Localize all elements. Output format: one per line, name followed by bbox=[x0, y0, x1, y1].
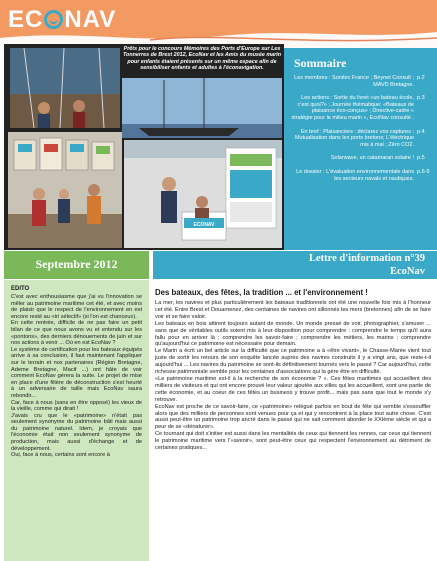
edito-paragraph: J'avais cru que le «patrimoine» n'était pas seulement synonyme du patrimoine bâti mais aussi du patrimoine naturel. Idem, je croyais que l'économie était non seulement synonyme de production, mais aussi d'échange et de développement. bbox=[11, 412, 142, 452]
newsletter-title-band bbox=[153, 251, 437, 279]
logo-wave-icon bbox=[44, 10, 63, 29]
toc-item[interactable]: Les membres : Sonitec France ; Beynet Consult ; MAVD Bretagne. p.2 bbox=[294, 75, 425, 88]
logo-text-end: NAV bbox=[64, 6, 117, 33]
edito-paragraph: En cette rentrée, difficile de ne pas faire un petit bilan de ce que nous avons vu et entendu sur les «pontons», des derniers dénouements de juin et sur nos actions à venir ... Où en est EcoNav ? bbox=[11, 320, 142, 347]
article-paragraph: «Le patrimoine maritime est-il à la recherche de son économie ? ». Ces fêtes maritimes qui accueillent des milliers de visiteurs et qui ont encore prouvé leur valeur ajoutée aux villes qui les accueillent, sont une partie de cette économie, et au coeur de ces fêtes un business y trouve profit... mais pas sans que tout le monde s'y retrouve. bbox=[155, 375, 431, 403]
article-title: Des bateaux, des fêtes, la tradition ... et l'environnement ! bbox=[155, 288, 368, 297]
toc-item[interactable]: Les actions : Sortie du livret «un bateau école, c'est quoi?» ; Journée thématique: «Bateaux de plaisance éco-conçus» ; Directive-cadre « stratégie pour le milieu marin », EcoNav consulté . p.3 bbox=[291, 95, 425, 121]
edito-column bbox=[4, 280, 149, 561]
photo-caption: Prêts pour le concours Mémoires des Ports d'Europe sur Les Tonnerres de Brest 2012, EcoNav et les Amis du musée marin pour enfants étaient présents sur un même espace afin de sensibiliser enfants et adultes à l'éconavigation. bbox=[122, 46, 282, 72]
issue-date: Septembre 2012 bbox=[35, 257, 118, 271]
article-paragraph: La mer, les navires et plus particulièrement les bateaux traditionnels ont été une nouvelle fois mis à l'honneur cet été. Entre Brest et Douarnenez, des centaines de navires ont sillonnés les mers (bretonnes) afin de se faire voir et se faire valoir. bbox=[155, 300, 431, 320]
logo-text-start: EC bbox=[8, 6, 44, 33]
newsletter-number: Lettre d'information n°39 bbox=[309, 253, 425, 264]
edito-paragraph: C'est avec enthousiasme que j'ai vu l'innovation se mêler au patrimoine maritime cet été, et avec moins de plaisir que le respect de l'environnement en est encore resté au «tri sélectif» (si l'on est chanceux). bbox=[11, 294, 142, 320]
main-article bbox=[155, 288, 431, 561]
article-paragraph: Ce tournant qui doit s'initier est aussi dans les mentalités de ceux qui tiennent les rennes, car ceux qui tiennent le patrimoine maritime vers l'«avenir», sont peut-être ceux qui respectent l'environnement au détriment de certaines pratiques... bbox=[155, 431, 431, 452]
toc-item[interactable]: Le dossier : L'évaluation environnementale dans les secteurs navals et nautiques. p.6-9 bbox=[296, 168, 430, 182]
table-of-contents bbox=[284, 48, 437, 250]
edito-paragraph: Car, face à nous (sans en être opposé) les vieux de la vieille, comme qui dirait ! bbox=[11, 399, 142, 413]
edito-title: EDITO bbox=[11, 286, 30, 292]
booth-banner-text: ECONAV bbox=[193, 222, 215, 228]
toc-item[interactable]: Solarwave, un catamaran solaire ! p.5 bbox=[330, 155, 425, 162]
photo-collage bbox=[4, 44, 284, 250]
toc-item[interactable]: En bref : Plaisanciers : déclarez vos captures ; Mutualisation dans les ports bretons; L'électrique mis à mal ; Zéro CO2. p.4 bbox=[294, 128, 425, 148]
econav-logo bbox=[8, 6, 116, 34]
article-paragraph: Le Marin a écrit un bel article sur la difficulté que ce patrimoine a à «être vivant», le Chasse-Marée vient tout juste de sortir les retours de son enquête lancée auprès des navires construits il y a vingt ans, que reste-t-il aujourd'hui ... Les navires du patrimoine se sont-ils définitivement tournés vers le passé ? Car aujourd'hui, cette richesse patrimoniale semble pour les centaines d'associations qui la gère être en difficulté. bbox=[155, 348, 431, 376]
issue-date-band bbox=[4, 251, 149, 279]
header-banner bbox=[0, 0, 437, 50]
article-paragraph: Les bateaux en bois attirent toujours autant de monde. Un monde pressé de voir, photographier, s'amuser ... sans que de véritables outils soient mis à leur disposition pour comprendre : comprendre le temps qu'il aura fallu pour en arriver là ; comprendre les savoir-faire ; comprendre les métiers, les marins ; comprendre qu'aujourd'hui ce patrimoine est nécessaire pour demain. bbox=[155, 320, 431, 348]
event-photos bbox=[4, 44, 284, 250]
toc-title: Sommaire bbox=[294, 56, 347, 70]
edito-paragraph: Oui, face à nous, certains sont encore à bbox=[11, 452, 110, 459]
article-paragraph: EcoNav est proche de ce savoir-faire, ce «patrimoine» relégué parfois en bout de fête qui semble s'essouffler alors que des milliers de personnes sont venues pour ça et qui y rencontrent à la place tout autre chose. C'est aussi peut-être un patrimoine trop ancré dans le passé qui ne sait comment aborder le XXIème siècle et qui a peur de se «dénaturer». bbox=[155, 403, 431, 431]
newsletter-brand: EcoNav bbox=[390, 266, 425, 277]
edito-paragraph: Le système de certification pour les bateaux équipés arrive à sa conclusion, il faut maintenant l'appliquer sur le terrain et nos partenaires (Région Bretagne, Ademe Bretagne, Macif ...) ont hâte de voir comment EcoNav gérera la suite. Le projet de mise en place d'une filière de déconstruction s'est heurté à un adversaire de taille mais EcoNav saura rebondir... bbox=[11, 346, 142, 399]
